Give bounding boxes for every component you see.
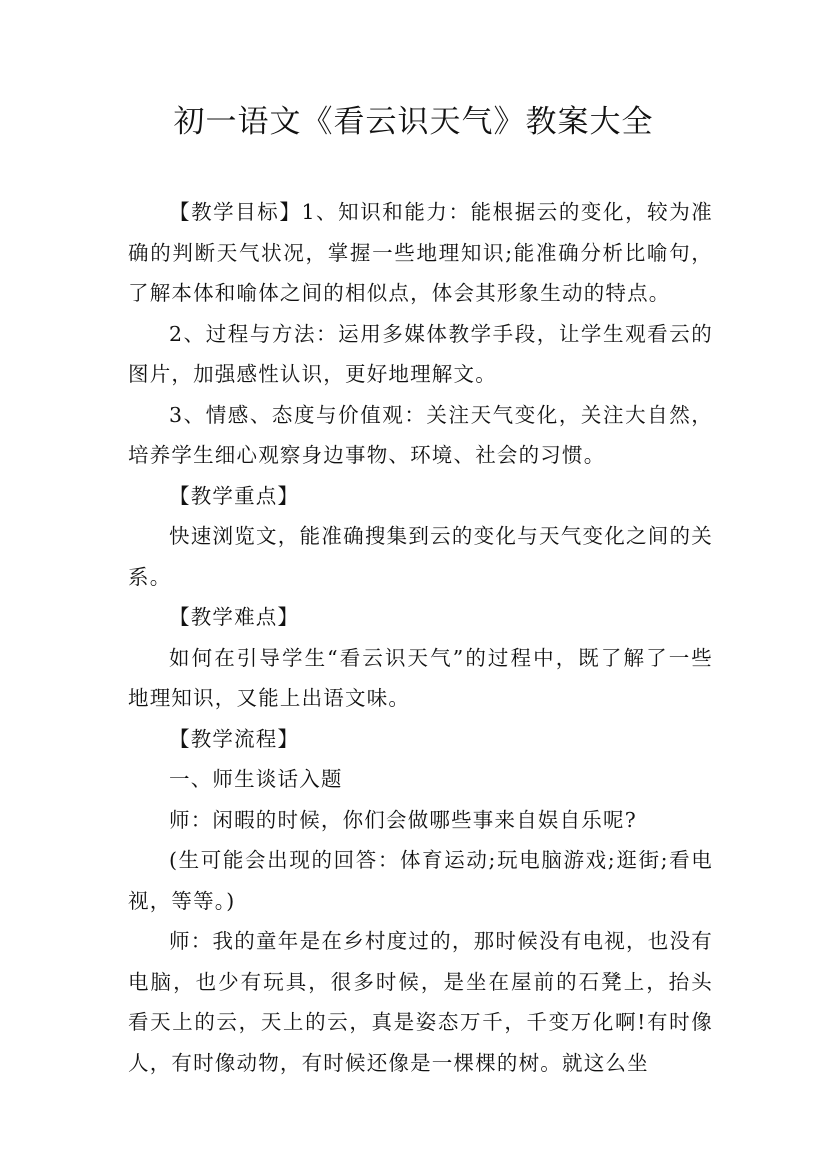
heading-key-points: 【教学重点】 xyxy=(169,483,300,508)
document-body xyxy=(128,192,713,1083)
paragraph-key-points: 快速浏览文，能准确搜集到云的变化与天气变化之间的关系。 xyxy=(128,524,713,589)
paragraph-student-answers: (生可能会出现的回答：体育运动;玩电脑游戏;逛街;看电视，等等。) xyxy=(128,848,713,913)
paragraph-teacher-story: 师：我的童年是在乡村度过的，那时候没有电视，也没有电脑，也少有玩具，很多时候，是坐在屋前的石凳上，抬头看天上的云，天上的云，真是姿态万千，千变万化啊!有时像人，有时像动物，有时候还像是一棵棵的树。就这么坐 xyxy=(128,929,713,1075)
heading-teaching-process: 【教学流程】 xyxy=(169,726,300,751)
heading-difficulties: 【教学难点】 xyxy=(169,605,300,629)
paragraph-teacher-question: 师：闲暇的时候，你们会做哪些事来自娱自乐呢? xyxy=(169,807,637,832)
paragraph-process-methods: 2、过程与方法：运用多媒体教学手段，让学生观看云的图片，加强感性认识，更好地理解文。 xyxy=(128,321,713,386)
paragraph-emotion-values: 3、情感、态度与价值观：关注天气变化，关注大自然，培养学生细心观察身边事物、环境、社会的习惯。 xyxy=(128,402,713,467)
document-title: 初一语文《看云识天气》教案大全 xyxy=(173,104,654,140)
paragraph-teaching-goals: 【教学目标】1、知识和能力：能根据云的变化，较为准确的判断天气状况，掌握一些地理知识;能准确分析比喻句，了解本体和喻体之间的相似点，体会其形象生动的特点。 xyxy=(128,200,713,305)
paragraph-difficulties: 如何在引导学生“看云识天气”的过程中，既了解了一些地理知识，又能上出语文味。 xyxy=(128,645,713,710)
paragraph-step-one: 一、师生谈话入题 xyxy=(169,767,343,791)
